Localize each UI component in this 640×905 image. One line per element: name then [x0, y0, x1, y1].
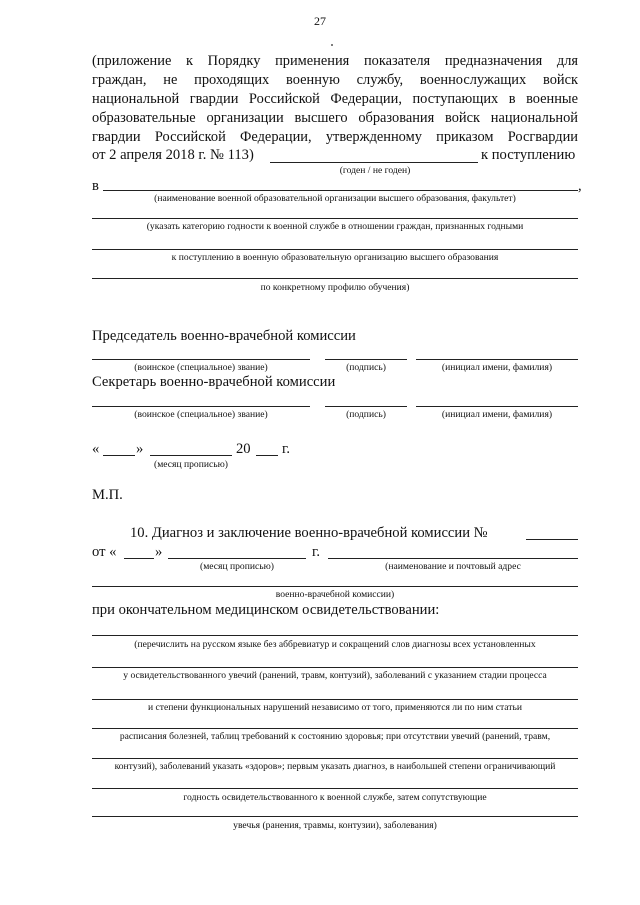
section10-month-caption: (месяц прописью)	[200, 561, 274, 572]
intro-line-6-end: к поступлению	[481, 147, 576, 163]
section10-address-caption: (наименование и почтовый адрес	[385, 561, 521, 572]
secretary-name-line[interactable]	[416, 406, 578, 407]
diagnosis-caption-3: и степени функциональных нарушений независимо от того, применяются ли по ним статьи	[148, 702, 522, 713]
secretary-title: Секретарь военно-врачебной комиссии	[92, 374, 336, 390]
diagnosis-line-7[interactable]	[92, 816, 578, 817]
section10-commission-caption: военно-врачебной комиссии)	[275, 589, 395, 600]
chairman-rank-line[interactable]	[92, 359, 310, 360]
caption-profile: по конкретному профилю обучения)	[260, 282, 410, 293]
section10-heading: 10. Диагноз и заключение военно-врачебной комиссии №	[130, 525, 488, 541]
diagnosis-line-5[interactable]	[92, 758, 578, 759]
intro-line-1: (приложение к Порядку применения показателя предназначения для	[92, 53, 578, 69]
diagnosis-caption-6: годность освидетельствованного к военной службе, затем сопутствующие	[183, 792, 487, 803]
caption-fit: (годен / не годен)	[339, 165, 411, 176]
diagnosis-line-4[interactable]	[92, 728, 578, 729]
section10-g: г.	[312, 544, 320, 560]
page-number: 27	[314, 14, 326, 28]
diagnosis-caption-7: увечья (ранения, травмы, контузии), заболевания)	[233, 820, 437, 831]
intro-paragraph	[92, 52, 578, 147]
caption-category: (указать категорию годности к военной службе в отношении граждан, признанных годными	[146, 221, 524, 232]
diagnosis-line-3[interactable]	[92, 699, 578, 700]
diagnosis-caption-1: (перечислить на русском языке без аббревиатур и сокращений слов диагнозы всех установленных	[134, 639, 536, 650]
intro-line-5: гвардии Российской Федерации, утвержденному приказом Росгвардии	[92, 129, 578, 145]
date-year-prefix: 20	[236, 441, 251, 457]
fit-blank-line[interactable]	[270, 162, 478, 163]
org-blank-line[interactable]	[103, 190, 578, 191]
section10-day-line[interactable]	[124, 558, 154, 559]
diagnosis-caption-5: контузий), заболеваний указать «здоров»; первым указать диагноз, в наибольшей степени ограничивающий	[114, 761, 556, 772]
secretary-rank-line[interactable]	[92, 406, 310, 407]
section10-month-line[interactable]	[168, 558, 306, 559]
date-close-quote: »	[136, 441, 144, 457]
chairman-signature-line[interactable]	[325, 359, 407, 360]
intro-line-3: национальной гвардии Российской Федерации, поступающих в военные	[92, 91, 578, 107]
chairman-name-caption: (инициал имени, фамилия)	[441, 362, 553, 373]
diagnosis-line-6[interactable]	[92, 788, 578, 789]
section10-final-exam: при окончательном медицинском освидетельствовании:	[92, 602, 440, 618]
intro-line-2: граждан, не проходящих военную службу, военнослужащих войск	[92, 72, 578, 88]
date-year-line[interactable]	[256, 455, 278, 456]
punch-dot	[331, 44, 333, 46]
caption-admission: к поступлению в военную образовательную организацию высшего образования	[171, 252, 499, 263]
date-year-suffix: г.	[282, 441, 290, 457]
secretary-name-caption: (инициал имени, фамилия)	[441, 409, 553, 420]
caption-org: (наименование военной образовательной организации высшего образования, факультет)	[154, 193, 516, 204]
comma: ,	[578, 178, 582, 194]
section10-number-line[interactable]	[526, 539, 578, 540]
diagnosis-caption-2: у освидетельствованного увечий (ранений, травм, контузий), заболеваний с указанием стадии процесса	[123, 670, 547, 681]
diagnosis-caption-4: расписания болезней, таблиц требований к состоянию здоровья; при отсутствии увечий (ранений, травм,	[119, 731, 551, 742]
section10-from: от «	[92, 544, 117, 560]
intro-line-4: образовательные организации высшего образования войск национальной	[92, 110, 578, 126]
diagnosis-line-1[interactable]	[92, 635, 578, 636]
section10-close-quote: »	[155, 544, 163, 560]
stamp-label: М.П.	[92, 487, 123, 503]
admission-blank-line[interactable]	[92, 249, 578, 250]
secretary-rank-caption: (воинское (специальное) звание)	[134, 409, 268, 420]
chairman-title: Председатель военно-врачебной комиссии	[92, 328, 356, 344]
section10-commission-line[interactable]	[92, 586, 578, 587]
chairman-signature-caption: (подпись)	[346, 362, 386, 373]
intro-line-6-start: от 2 апреля 2018 г. № 113)	[92, 147, 254, 163]
date-day-line[interactable]	[103, 455, 135, 456]
secretary-signature-caption: (подпись)	[346, 409, 386, 420]
chairman-name-line[interactable]	[416, 359, 578, 360]
category-blank-line[interactable]	[92, 218, 578, 219]
section10-address-line[interactable]	[328, 558, 578, 559]
chairman-rank-caption: (воинское (специальное) звание)	[134, 362, 268, 373]
secretary-signature-line[interactable]	[325, 406, 407, 407]
date-open-quote: «	[92, 441, 100, 457]
profile-blank-line[interactable]	[92, 278, 578, 279]
diagnosis-line-2[interactable]	[92, 667, 578, 668]
date-month-line[interactable]	[150, 455, 232, 456]
in-prefix: в	[92, 178, 99, 194]
date-month-caption: (месяц прописью)	[154, 459, 228, 470]
